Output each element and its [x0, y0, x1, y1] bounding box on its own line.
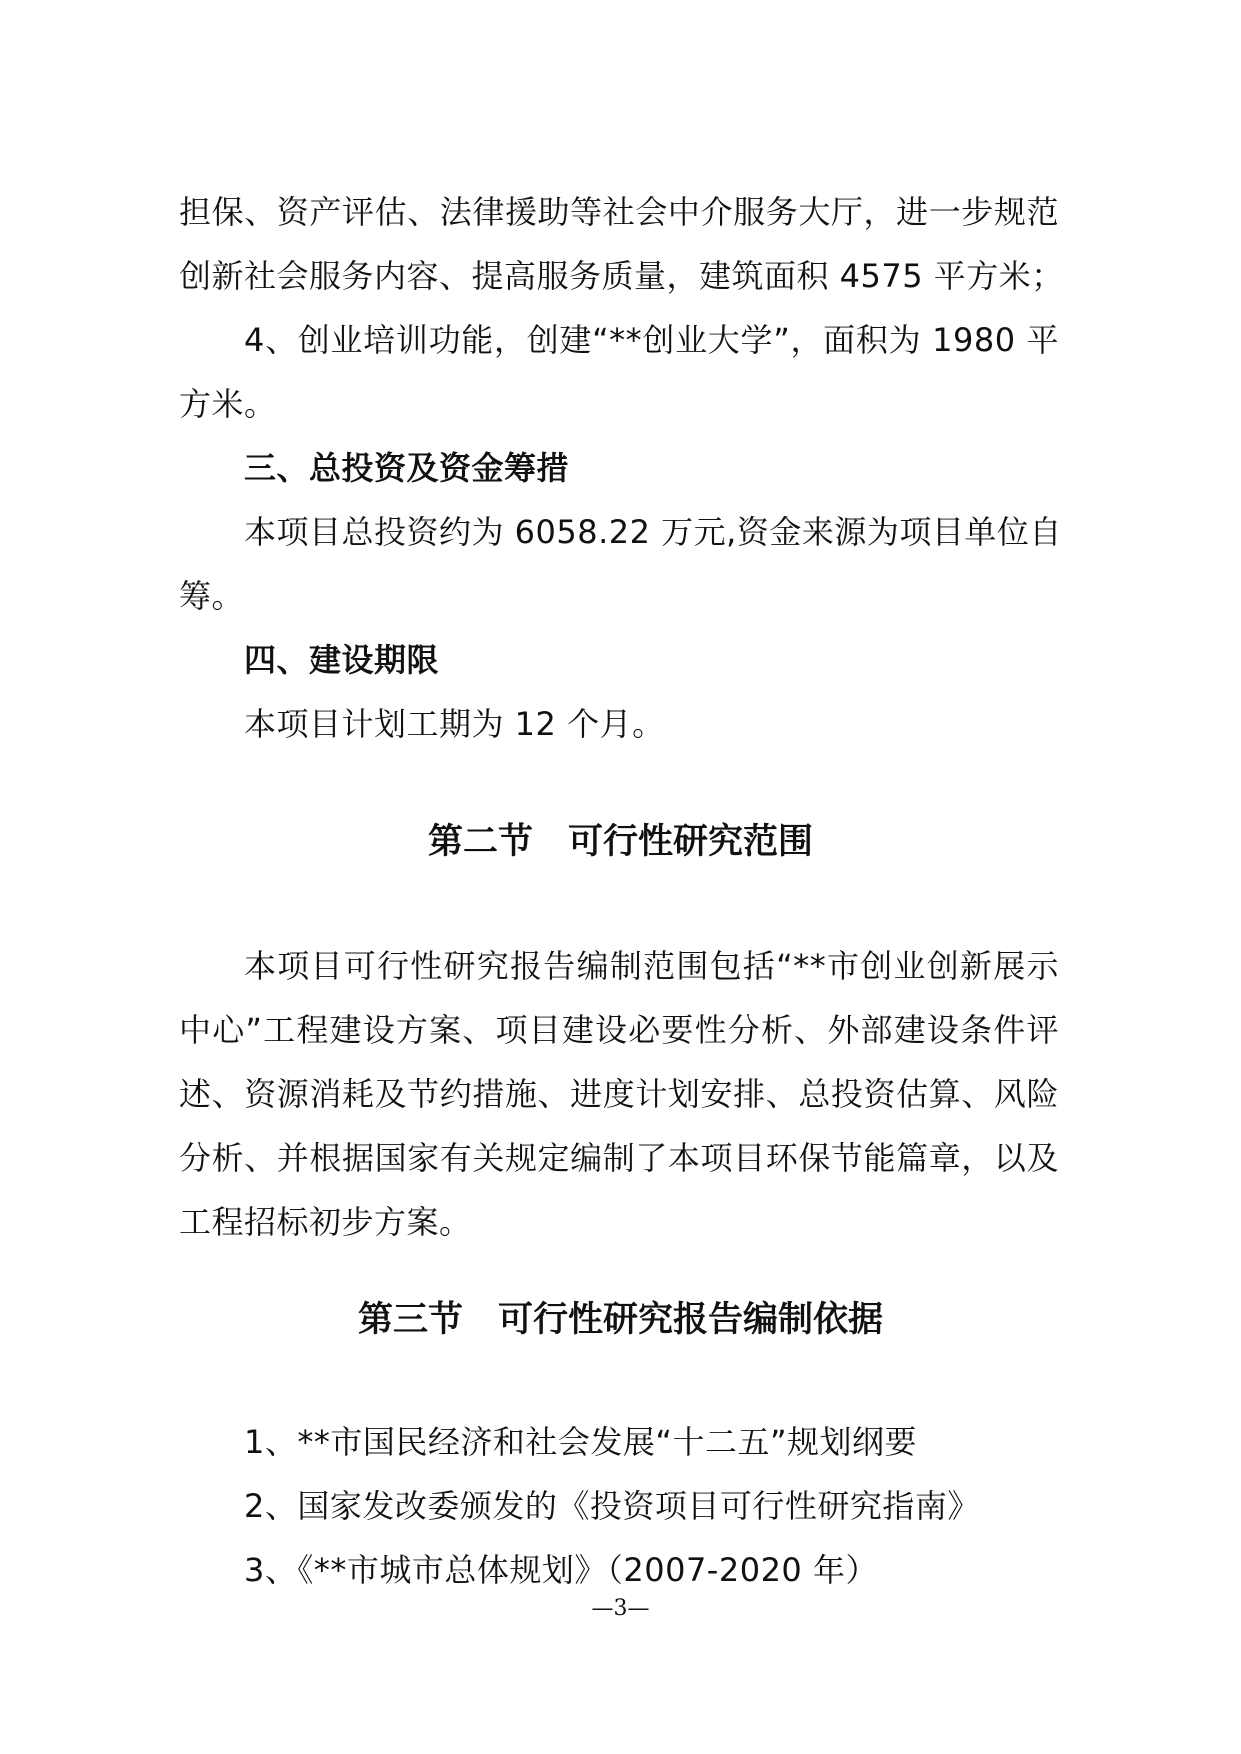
basis-item-2: 2、国家发改委颁发的《投资项目可行性研究指南》 [244, 1487, 980, 1525]
body-line-7: 本项目计划工期为 12 个月。 [244, 705, 665, 743]
section-2-line-2: 中心”工程建设方案、项目建设必要性分析、外部建设条件评 [179, 1011, 1059, 1049]
body-line-3: 4、创业培训功能，创建“**创业大学”，面积为 1980 平 [244, 321, 1059, 359]
body-line-2: 创新社会服务内容、提高服务质量，建筑面积 4575 平方米； [179, 257, 1064, 295]
basis-item-3: 3、《**市城市总体规划》（2007-2020 年） [244, 1551, 878, 1589]
subheading-schedule: 四、建设期限 [244, 641, 440, 679]
section-3-title: 第三节 可行性研究报告编制依据 [357, 1300, 883, 1340]
section-2-line-3: 述、资源消耗及节约措施、进度计划安排、总投资估算、风险 [179, 1075, 1059, 1113]
section-2-line-5: 工程招标初步方案。 [179, 1203, 472, 1241]
body-line-1: 担保、资产评估、法律援助等社会中介服务大厅，进一步规范 [179, 193, 1059, 231]
section-2-line-4: 分析、并根据国家有关规定编制了本项目环保节能篇章，以及 [179, 1139, 1059, 1177]
body-line-4: 方米。 [179, 385, 277, 423]
section-2-title: 第二节 可行性研究范围 [427, 822, 813, 862]
body-line-6: 筹。 [179, 577, 245, 615]
section-2-line-1: 本项目可行性研究报告编制范围包括“**市创业创新展示 [244, 947, 1059, 985]
body-line-5: 本项目总投资约为 6058.22 万元,资金来源为项目单位自 [244, 513, 1062, 551]
basis-item-1: 1、**市国民经济和社会发展“十二五”规划纲要 [244, 1423, 918, 1461]
subheading-investment: 三、总投资及资金筹措 [244, 449, 570, 487]
page-number: —3— [591, 1596, 650, 1621]
